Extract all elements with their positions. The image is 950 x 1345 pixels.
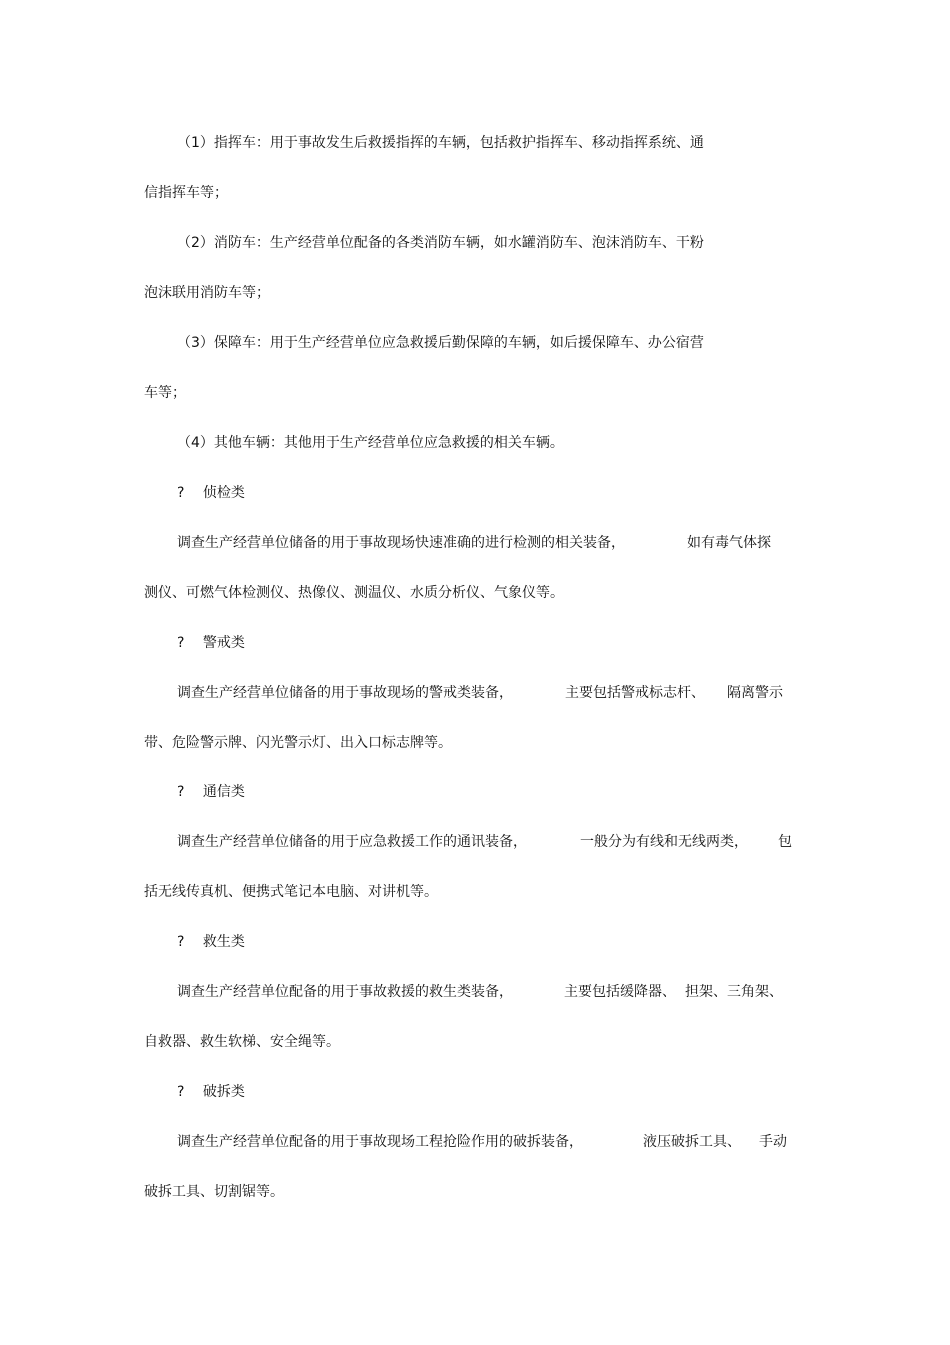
para-text-b: 主要包括警戒标志杆、	[565, 685, 705, 701]
section-heading-warning	[177, 633, 245, 653]
para-text-a: 调查生产经营单位储备的用于事故现场的警戒类装备，	[177, 685, 513, 701]
heading-text: 救生类	[202, 934, 245, 950]
para-text-b: 如有毒气体探	[687, 535, 771, 551]
para-text-a: 调查生产经营单位储备的用于应急救援工作的通讯装备，	[177, 834, 527, 850]
section-rescue-para-line1	[177, 982, 783, 1002]
section-heading-demolition	[177, 1082, 245, 1102]
para-text-a: 调查生产经营单位配备的用于事故救援的救生类装备，	[177, 984, 513, 1000]
heading-text: 警戒类	[202, 635, 245, 651]
heading-text: 破拆类	[202, 1084, 245, 1100]
paragraph-support-vehicle-line1: （3）保障车：用于生产经营单位应急救援后勤保障的车辆，如后援保障车、办公宿营	[177, 335, 704, 351]
paragraph-fire-truck-line1: （2）消防车：生产经营单位配备的各类消防车辆，如水罐消防车、泡沫消防车、干粉	[177, 235, 704, 251]
para-text-b: 液压破拆工具、	[643, 1134, 741, 1150]
bullet-marker: ?	[177, 485, 185, 501]
section-demolition-para-line2: 破拆工具、切割锯等。	[144, 1184, 284, 1200]
bullet-marker: ?	[177, 934, 185, 950]
section-detection-para-line2: 测仪、可燃气体检测仪、热像仪、测温仪、水质分析仪、气象仪等。	[144, 585, 564, 601]
bullet-marker: ?	[177, 1084, 185, 1100]
section-communication-para-line1	[177, 832, 792, 852]
section-communication-para-line2: 括无线传真机、便携式笔记本电脑、对讲机等。	[144, 884, 438, 900]
paragraph-fire-truck-line2: 泡沫联用消防车等；	[144, 285, 270, 301]
section-warning-para-line2: 带、危险警示牌、闪光警示灯、出入口标志牌等。	[144, 735, 452, 751]
section-detection-para-line1	[177, 533, 771, 553]
heading-text: 侦检类	[202, 485, 245, 501]
paragraph-command-vehicle-line1: （1）指挥车：用于事故发生后救援指挥的车辆，包括救护指挥车、移动指挥系统、通	[177, 135, 704, 151]
para-text-b2: 担架、三角架、	[685, 984, 783, 1000]
paragraph-support-vehicle-line2: 车等；	[144, 385, 186, 401]
para-text-b2: 包	[778, 834, 792, 850]
bullet-marker: ?	[177, 784, 185, 800]
para-text-b2: 手动	[759, 1134, 787, 1150]
section-heading-detection	[177, 483, 245, 503]
bullet-marker: ?	[177, 635, 185, 651]
heading-text: 通信类	[202, 784, 245, 800]
paragraph-command-vehicle-line2: 信指挥车等；	[144, 185, 228, 201]
para-text-b: 一般分为有线和无线两类，	[580, 834, 748, 850]
section-demolition-para-line1	[177, 1132, 787, 1152]
section-warning-para-line1	[177, 683, 783, 703]
section-heading-communication	[177, 782, 245, 802]
para-text-b2: 隔离警示	[727, 685, 783, 701]
paragraph-other-vehicles: （4）其他车辆：其他用于生产经营单位应急救援的相关车辆。	[177, 435, 564, 451]
para-text-b: 主要包括缓降器、	[564, 984, 676, 1000]
section-rescue-para-line2: 自救器、救生软梯、安全绳等。	[144, 1034, 340, 1050]
section-heading-rescue	[177, 932, 245, 952]
para-text-a: 调查生产经营单位储备的用于事故现场快速准确的进行检测的相关装备，	[177, 535, 625, 551]
para-text-a: 调查生产经营单位配备的用于事故现场工程抢险作用的破拆装备，	[177, 1134, 583, 1150]
